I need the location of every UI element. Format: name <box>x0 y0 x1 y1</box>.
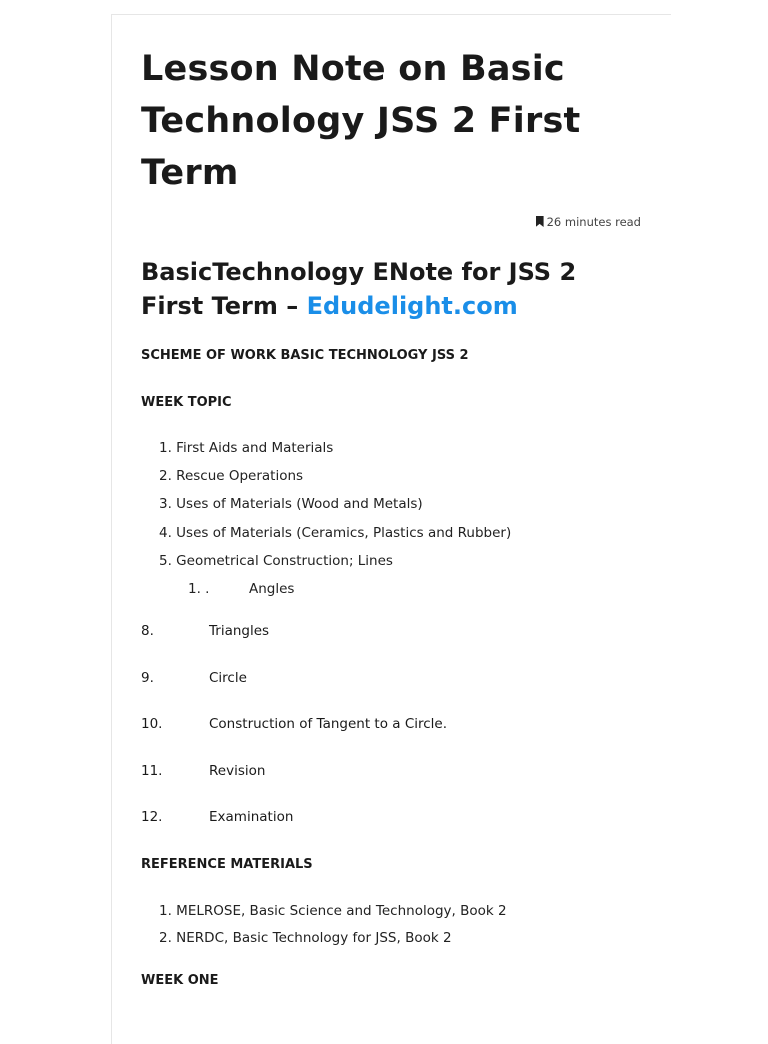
article-subtitle <box>141 255 641 323</box>
week-one-heading: WEEK ONE <box>141 973 219 988</box>
topic-item: 2. Rescue Operations <box>159 468 304 484</box>
week-row <box>141 763 265 779</box>
topic-item: 1. First Aids and Materials <box>159 440 334 456</box>
reference-item: 2. NERDC, Basic Technology for JSS, Book 2 <box>159 930 452 946</box>
read-time-meta <box>141 215 641 231</box>
bookmark-icon <box>536 216 544 227</box>
week-label: Circle <box>209 670 247 686</box>
article-content <box>141 15 641 988</box>
article-card <box>111 14 671 1044</box>
sub-topic-num: 1. . <box>188 581 210 597</box>
week-label: Triangles <box>209 623 270 639</box>
week-row <box>141 670 247 686</box>
reference-item: 1. MELROSE, Basic Science and Technology, Book 2 <box>159 903 507 919</box>
week-number: 10. <box>141 716 163 732</box>
week-topic-heading: WEEK TOPIC <box>141 395 232 410</box>
week-row <box>141 809 293 825</box>
week-label: Construction of Tangent to a Circle. <box>209 716 448 732</box>
week-row <box>141 716 447 732</box>
article-title: Lesson Note on Basic Technology JSS 2 First Term <box>141 49 581 193</box>
topic-item: 4. Uses of Materials (Ceramics, Plastics and Rubber) <box>159 525 512 541</box>
week-row <box>141 623 269 639</box>
sub-topic-label: Angles <box>249 581 295 597</box>
week-number: 12. <box>141 809 163 825</box>
week-number: 8. <box>141 623 154 639</box>
week-number: 9. <box>141 670 154 686</box>
topic-item: 5. Geometrical Construction; Lines <box>159 553 393 569</box>
week-label: Examination <box>209 809 294 825</box>
reference-heading: REFERENCE MATERIALS <box>141 857 313 872</box>
week-label: Revision <box>209 763 266 779</box>
topic-item: 3. Uses of Materials (Wood and Metals) <box>159 496 423 512</box>
site-link[interactable]: Edudelight.com <box>306 292 518 320</box>
scheme-heading: SCHEME OF WORK BASIC TECHNOLOGY JSS 2 <box>141 348 469 363</box>
subtitle-text: BasicTechnology ENote for JSS 2 First Term – <box>141 258 577 320</box>
week-number: 11. <box>141 763 163 779</box>
read-time: 26 minutes read <box>546 215 641 229</box>
